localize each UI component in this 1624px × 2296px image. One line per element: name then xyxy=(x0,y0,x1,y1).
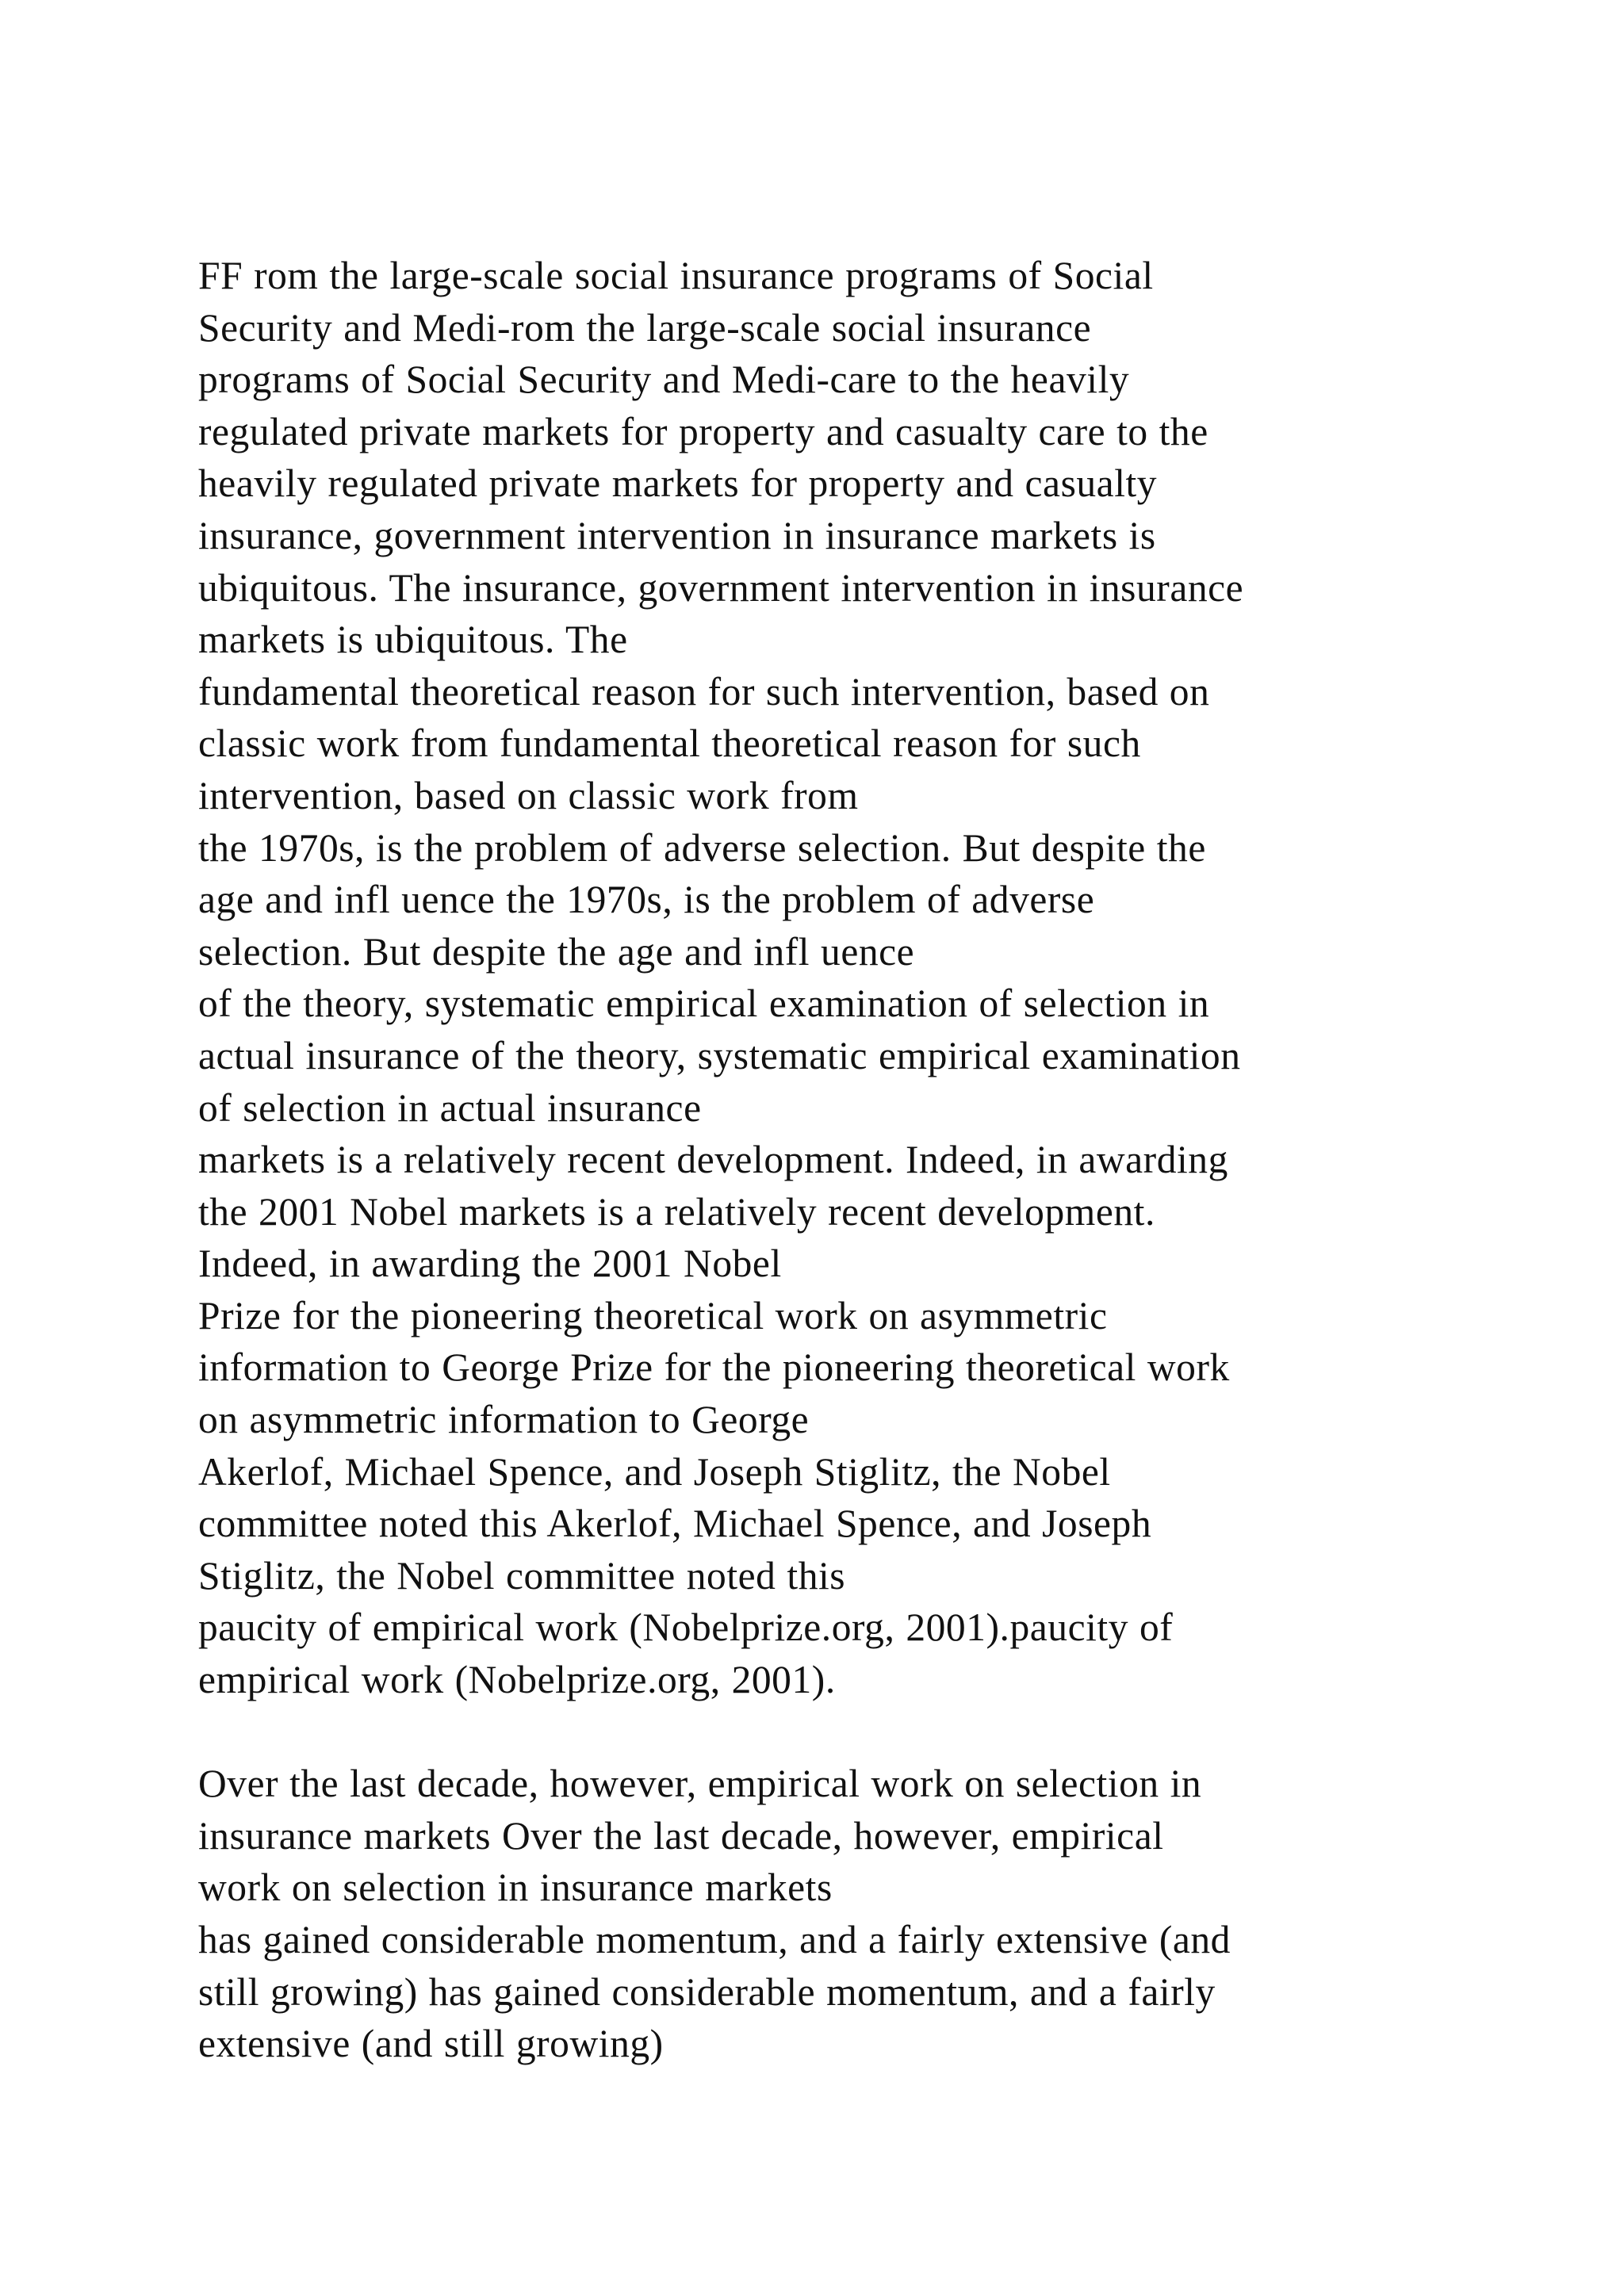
text-line: insurance markets Over the last decade, however, empirical xyxy=(198,1813,1164,1858)
text-line: Security and Medi-rom the large-scale social insurance xyxy=(198,305,1092,350)
text-line: fundamental theoretical reason for such intervention, based on xyxy=(198,669,1210,714)
text-line: the 2001 Nobel markets is a relatively recent development. xyxy=(198,1189,1155,1234)
text-line: Over the last decade, however, empirical work on selection in xyxy=(198,1762,1202,1806)
text-line: markets is a relatively recent development. Indeed, in awarding xyxy=(198,1138,1228,1182)
text-line: age and infl uence the 1970s, is the problem of adverse xyxy=(198,878,1095,922)
text-line: insurance, government intervention in insurance markets is xyxy=(198,513,1156,557)
text-line: actual insurance of the theory, systematic empirical examination xyxy=(198,1033,1241,1077)
text-line: on asymmetric information to George xyxy=(198,1398,810,1442)
text-line: Prize for the pioneering theoretical work on asymmetric xyxy=(198,1293,1108,1337)
text-line: the 1970s, is the problem of adverse selection. But despite the xyxy=(198,825,1206,870)
text-line: ubiquitous. The insurance, government intervention in insurance xyxy=(198,565,1244,610)
text-line: information to George Prize for the pioneering theoretical work xyxy=(198,1345,1230,1390)
text-line: Akerlof, Michael Spence, and Joseph Stiglitz, the Nobel xyxy=(198,1449,1111,1494)
text-line: empirical work (Nobelprize.org, 2001). xyxy=(198,1658,836,1702)
text-line: of the theory, systematic empirical examination of selection in xyxy=(198,982,1210,1026)
body-text xyxy=(198,250,1467,2070)
text-line: regulated private markets for property and casualty care to the xyxy=(198,409,1208,453)
text-line: FF rom the large-scale social insurance programs of Social xyxy=(198,254,1154,297)
text-line: has gained considerable momentum, and a fairly extensive (and xyxy=(198,1918,1231,1961)
text-line: intervention, based on classic work from xyxy=(198,773,859,817)
text-line: paucity of empirical work (Nobelprize.org, 2001).paucity of xyxy=(198,1605,1174,1650)
text-line: Stiglitz, the Nobel committee noted this xyxy=(198,1553,846,1598)
text-line: work on selection in insurance markets xyxy=(198,1866,833,1910)
text-line: programs of Social Security and Medi-care to the heavily xyxy=(198,358,1130,402)
text-line: of selection in actual insurance xyxy=(198,1085,702,1130)
text-line: extensive (and still growing) xyxy=(198,2022,664,2066)
text-line: Indeed, in awarding the 2001 Nobel xyxy=(198,1242,782,1286)
text-line: classic work from fundamental theoretical reason for such xyxy=(198,721,1141,766)
text-line: heavily regulated private markets for property and casualty xyxy=(198,461,1158,506)
text-line: markets is ubiquitous. The xyxy=(198,618,628,662)
text-line: committee noted this Akerlof, Michael Spence, and Joseph xyxy=(198,1502,1152,1546)
text-line: selection. But despite the age and infl uence xyxy=(198,929,915,974)
paragraph-break xyxy=(198,1706,1467,1758)
text-line: still growing) has gained considerable momentum, and a fairly xyxy=(198,1969,1216,2014)
